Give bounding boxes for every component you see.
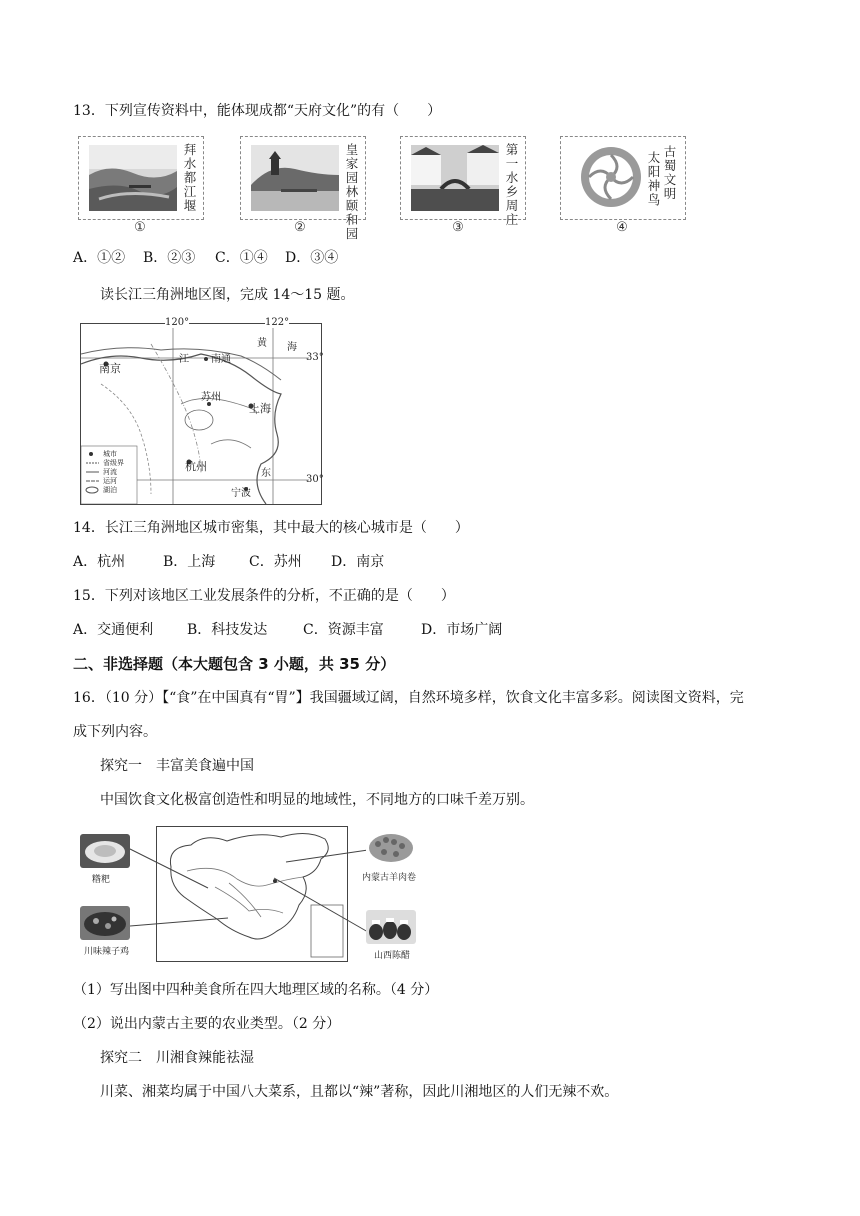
card-zhouzhuang — [400, 136, 526, 227]
dujiangyan-photo — [89, 145, 177, 211]
zhouzhuang-photo — [411, 145, 499, 211]
legend-city: 城市 — [103, 450, 117, 458]
card1-caption: 拜水都江堰 — [183, 142, 197, 213]
sea-label-huang: 黄 — [257, 338, 267, 349]
city-ningbo: 宁波 — [231, 488, 251, 499]
food-label-tsampa: 糌粑 — [92, 875, 111, 885]
explore2-text: 川菜、湘菜均属于中国八大菜系，且都以“辣”著称，因此川湘地区的人们无辣不欢。 — [100, 1084, 619, 1100]
legend-lake: 湖泊 — [103, 486, 117, 494]
summer-palace-photo — [251, 145, 339, 211]
tsampa-image — [80, 834, 130, 868]
yangtze-delta-map — [80, 317, 324, 505]
card4-caption-b: 太阳神鸟 — [647, 150, 661, 207]
q13-option-c: C．①④ — [215, 250, 268, 266]
city-shanghai: 上海 — [249, 402, 271, 415]
q13-option-d: D．③④ — [285, 250, 339, 266]
legend-canal: 运河 — [103, 477, 117, 485]
food-label-mutton-roll: 内蒙古羊肉卷 — [362, 873, 417, 883]
lon-122-label: 122° — [265, 317, 290, 328]
explore1-title: 探究一 丰富美食遍中国 — [100, 758, 254, 774]
q14-option-d: D．南京 — [331, 554, 385, 570]
card-sun-bird — [560, 136, 686, 220]
card3-caption: 第一水乡周庄 — [505, 142, 519, 227]
sea-label-dong: 东 — [261, 468, 271, 479]
lat-33-label: 33° — [306, 352, 324, 363]
city-nantong: 南通 — [211, 354, 231, 365]
legend-river: 河流 — [103, 468, 117, 476]
food-label-spicy-chicken: 川味辣子鸡 — [84, 947, 130, 957]
section-2-heading: 二、非选择题（本大题包含 3 小题，共 35 分） — [73, 655, 396, 673]
city-hangzhou: 杭州 — [185, 460, 207, 473]
q13-stem: 13．下列宣传资料中，能体现成都“天府文化”的有（ ） — [73, 103, 442, 119]
q15-option-c: C．资源丰富 — [303, 622, 384, 638]
sea-label-hai: 海 — [287, 342, 297, 353]
card2-number: ② — [294, 220, 306, 235]
q16-line2: 成下列内容。 — [73, 724, 157, 740]
explore1-text: 中国饮食文化极富创造性和明显的地域性，不同地方的口味千差万别。 — [100, 792, 534, 808]
sun-bird-emblem — [579, 145, 643, 209]
q15-option-a: A．交通便利 — [73, 622, 154, 638]
q16-sub1: （1）写出图中四种美食所在四大地理区域的名称。（4 分） — [73, 982, 439, 998]
q16-line1: 16．（10 分）【“食”在中国真有“胃”】我国疆域辽阔，自然环境多样，饮食文化丰富多彩。阅读图文资料，完 — [73, 690, 744, 706]
legend-province-border: 省级界 — [103, 459, 124, 467]
q14-stem: 14．长江三角洲地区城市密集，其中最大的核心城市是（ ） — [73, 520, 469, 536]
food-map-figure — [78, 826, 418, 966]
card-summer-palace — [240, 136, 366, 241]
explore2-title: 探究二 川湘食辣能祛湿 — [100, 1050, 254, 1066]
mutton-roll-image — [366, 830, 416, 864]
q15-option-b: B．科技发达 — [187, 622, 268, 638]
q14-option-b: B．上海 — [163, 554, 216, 570]
card-dujiangyan — [78, 136, 204, 220]
card4-number: ④ — [616, 220, 628, 235]
spicy-chicken-image — [80, 906, 130, 940]
q14-option-a: A．杭州 — [73, 554, 126, 570]
q14-option-c: C．苏州 — [249, 554, 302, 570]
card3-number: ③ — [452, 220, 464, 235]
card4-caption-a: 古蜀文明 — [663, 144, 677, 201]
lat-30-label: 30° — [306, 474, 324, 485]
q13-option-a: A．①② — [73, 250, 126, 266]
lon-120-label: 120° — [165, 317, 190, 328]
q15-option-d: D．市场广阔 — [421, 622, 503, 638]
q16-sub2: （2）说出内蒙古主要的农业类型。（2 分） — [73, 1016, 341, 1032]
shanxi-vinegar-image — [366, 910, 416, 944]
q15-stem: 15．下列对该地区工业发展条件的分析，不正确的是（ ） — [73, 588, 455, 604]
city-nanjing: 南京 — [99, 362, 121, 375]
intro-14-15: 读长江三角洲地区图，完成 14～15 题。 — [100, 287, 355, 303]
city-suzhou: 苏州 — [201, 392, 221, 403]
card1-number: ① — [134, 220, 146, 235]
delta-map-lines — [81, 324, 321, 504]
card2-caption: 皇家园林颐和园 — [345, 142, 359, 241]
q13-option-b: B．②③ — [143, 250, 196, 266]
river-label-jiang: 江 — [179, 354, 189, 365]
food-label-shanxi-vinegar: 山西陈醋 — [374, 951, 411, 961]
